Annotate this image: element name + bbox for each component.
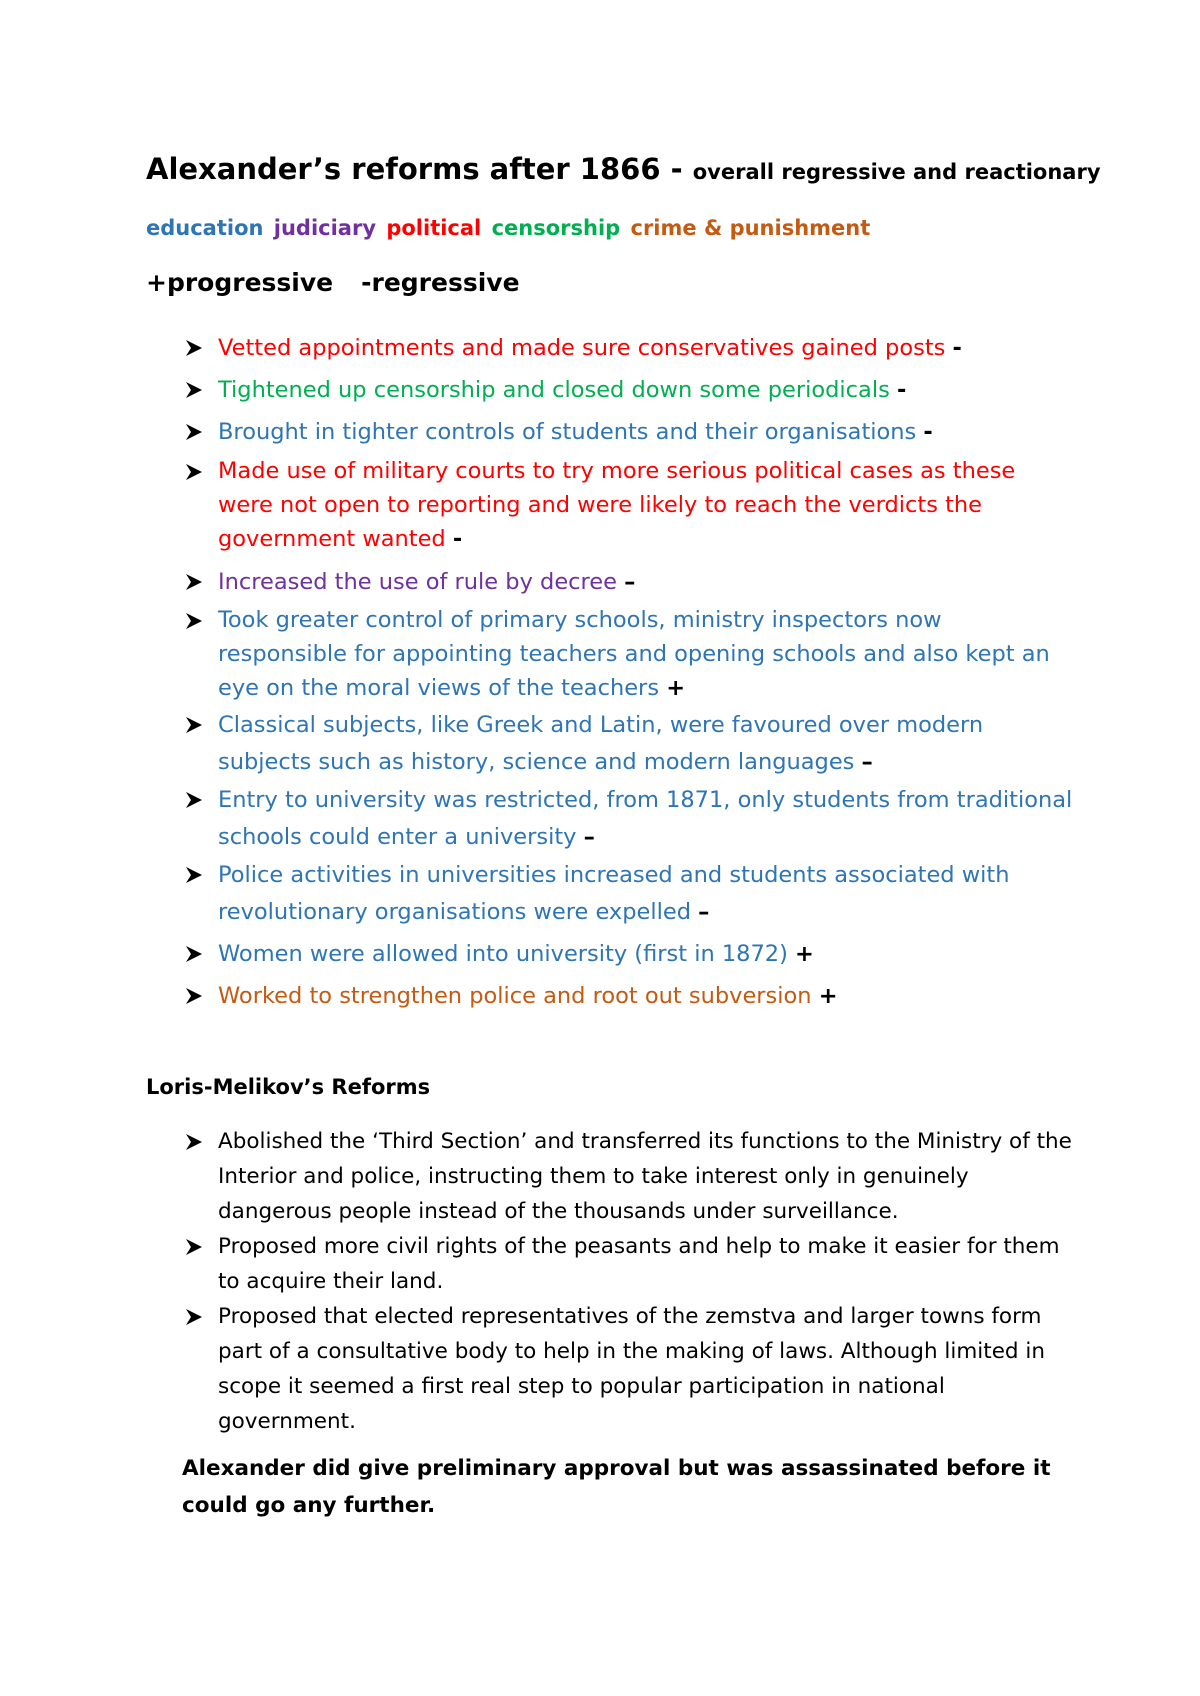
legend-crime-punishment: crime & punishment	[630, 216, 871, 240]
page-title	[146, 152, 1101, 186]
legend-judiciary: judiciary	[273, 216, 377, 240]
color-legend	[146, 216, 873, 240]
reform-sign: -	[923, 419, 933, 445]
arrow-bullet-icon	[184, 715, 204, 735]
list-item	[146, 936, 1076, 973]
arrow-bullet-icon	[184, 611, 204, 631]
arrow-bullet-icon	[184, 380, 204, 400]
loris-reforms-list	[146, 1124, 1076, 1439]
reform-sign: –	[861, 749, 873, 775]
arrow-bullet-icon	[184, 338, 204, 358]
legend-political: political	[386, 216, 482, 240]
reform-text: Brought in tighter controls of students and their organisations	[218, 419, 924, 445]
arrow-bullet-icon	[184, 1237, 204, 1257]
key-regressive: -regressive	[361, 268, 520, 297]
loris-item-text: Proposed more civil rights of the peasants and help to make it easier for them to acquire their land.	[218, 1234, 1060, 1294]
reforms-list	[146, 330, 1076, 1015]
list-item	[146, 1229, 1076, 1299]
reform-sign: -	[452, 526, 463, 552]
reform-sign: -	[952, 335, 962, 361]
reform-sign: –	[624, 569, 636, 595]
reform-text: Women were allowed into university (first in 1872)	[218, 941, 796, 967]
reform-sign: –	[698, 899, 710, 925]
title-main: Alexander’s reforms after 1866 -	[146, 152, 693, 186]
reform-text: Took greater control of primary schools, ministry inspectors now responsible for appointing teachers and opening schools and also kept an eye on the moral views of the teachers	[218, 607, 1050, 701]
reform-text: Vetted appointments and made sure conservatives gained posts	[218, 335, 953, 361]
list-item	[146, 978, 1076, 1015]
reform-text: Classical subjects, like Greek and Latin, were favoured over modern subjects such as history, science and modern languages	[218, 712, 984, 775]
list-item	[146, 372, 1076, 409]
reform-sign: +	[795, 941, 814, 967]
loris-item-text: Abolished the ‘Third Section’ and transferred its functions to the Ministry of the Interior and police, instructing them to take interest only in genuinely dangerous people instead of the thousands under surveillance.	[218, 1129, 1072, 1224]
conclusion-text: Alexander did give preliminary approval but was assassinated before it could go any further.	[182, 1456, 1051, 1518]
list-item	[146, 603, 1076, 705]
reform-sign: -	[896, 377, 907, 403]
reform-text: Increased the use of rule by decree	[218, 569, 625, 595]
list-item	[146, 564, 1076, 601]
legend-education: education	[146, 216, 264, 240]
reform-text: Police activities in universities increased and students associated with revolutionary organisations were expelled	[218, 862, 1010, 925]
list-item	[146, 782, 1076, 856]
reform-sign: –	[583, 824, 595, 850]
reform-sign: +	[818, 983, 838, 1009]
list-item	[146, 1124, 1076, 1229]
arrow-bullet-icon	[184, 462, 204, 482]
reform-sign: +	[666, 675, 686, 701]
reform-text: Entry to university was restricted, from 1871, only students from traditional schools could enter a university	[218, 787, 1073, 850]
list-item	[146, 1299, 1076, 1439]
progress-key	[146, 268, 520, 297]
arrow-bullet-icon	[184, 944, 204, 964]
key-progressive: +progressive	[146, 268, 334, 297]
title-subtitle: overall regressive and reactionary	[692, 160, 1101, 184]
arrow-bullet-icon	[184, 572, 204, 592]
arrow-bullet-icon	[184, 1132, 204, 1152]
legend-censorship: censorship	[491, 216, 621, 240]
list-item	[146, 454, 1076, 556]
reform-text: Tightened up censorship and closed down some periodicals	[218, 377, 897, 403]
reform-text: Worked to strengthen police and root out subversion	[218, 983, 819, 1009]
arrow-bullet-icon	[184, 790, 204, 810]
loris-item-text: Proposed that elected representatives of the zemstva and larger towns form part of a consultative body to help in the making of laws. Although limited in scope it seemed a first real step to popular participation in national government.	[218, 1304, 1046, 1434]
arrow-bullet-icon	[184, 422, 204, 442]
list-item	[146, 330, 1076, 367]
section-heading: Loris-Melikov’s Reforms	[146, 1075, 431, 1099]
list-item	[146, 414, 1076, 451]
list-item	[146, 857, 1076, 931]
arrow-bullet-icon	[184, 986, 204, 1006]
arrow-bullet-icon	[184, 865, 204, 885]
list-item	[146, 707, 1076, 781]
arrow-bullet-icon	[184, 1307, 204, 1327]
reform-text: Made use of military courts to try more serious political cases as these were not open to reporting and were likely to reach the verdicts the government wanted	[218, 458, 1016, 552]
